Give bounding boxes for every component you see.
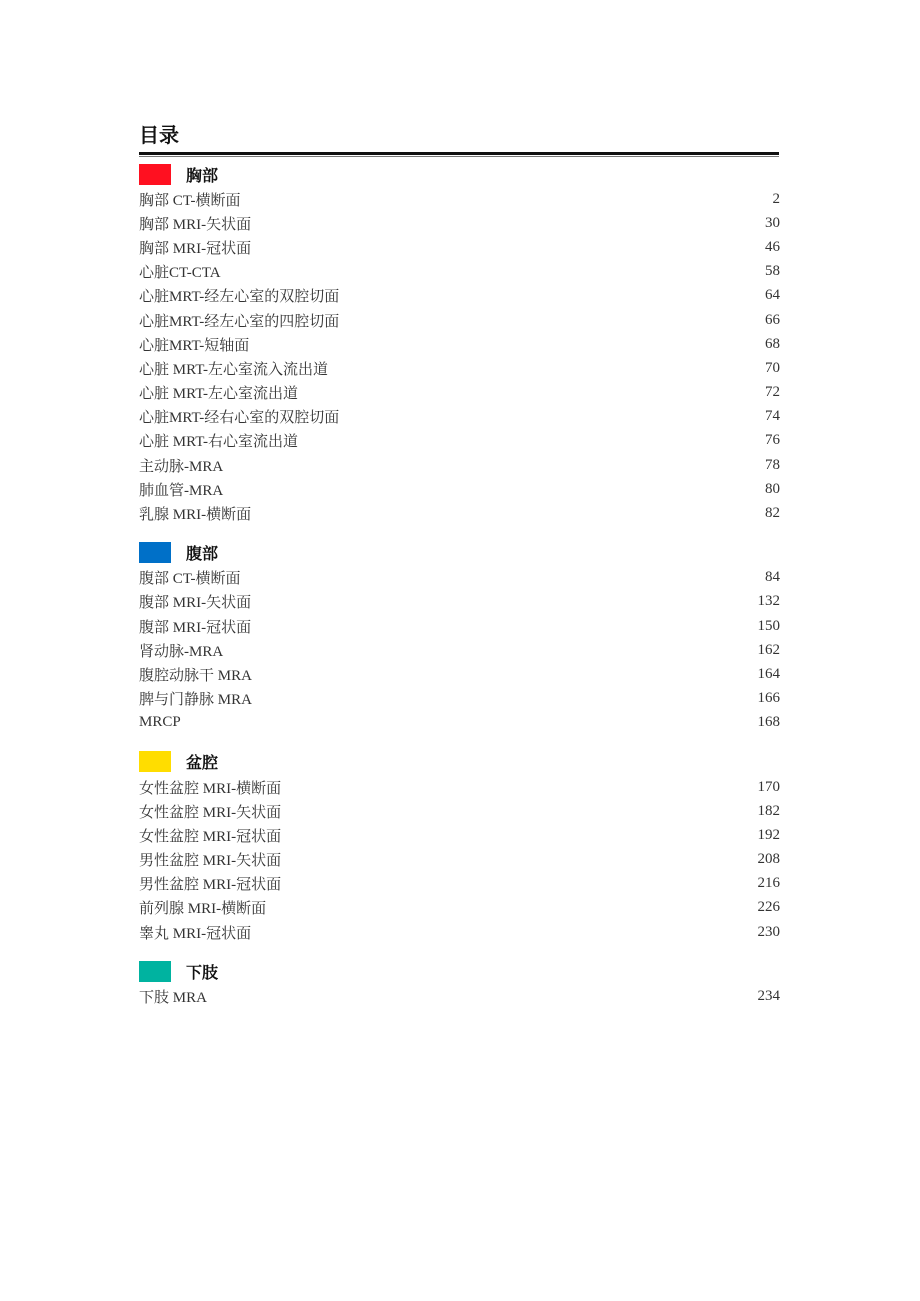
toc-entry[interactable] [139, 638, 780, 662]
toc-entry-title: 男性盆腔 MRI-矢状面 [139, 853, 282, 870]
toc-entry-list [139, 566, 780, 735]
toc-entry-page-number: 168 [757, 714, 780, 731]
section-header [139, 749, 780, 775]
toc-entry-title: 腹腔动脉干 MRA [139, 667, 252, 684]
toc-entry-title: 心脏MRT-短轴面 [139, 337, 250, 354]
toc-entry-page-number: 230 [757, 923, 780, 940]
toc-entry[interactable] [139, 405, 780, 429]
toc-entry-page-number: 226 [757, 899, 780, 916]
section-color-swatch [139, 542, 171, 563]
toc-entry[interactable] [139, 799, 780, 823]
toc-entry-page-number: 162 [757, 641, 780, 658]
toc-entry-page-number: 72 [765, 384, 780, 401]
toc-entry-page-number: 46 [765, 238, 780, 255]
toc-entry-title: 腹部 MRI-冠状面 [139, 619, 252, 636]
toc-entry-page-number: 166 [757, 690, 780, 707]
toc-entry-page-number: 68 [765, 335, 780, 352]
section-heading: 腹部 [186, 544, 219, 564]
toc-entry-page-number: 58 [765, 263, 780, 280]
toc-entry-title: 男性盆腔 MRI-冠状面 [139, 877, 282, 894]
toc-entry[interactable] [139, 590, 780, 614]
toc-entry[interactable] [139, 356, 780, 380]
toc-entry-title: 主动脉-MRA [139, 458, 224, 475]
toc-entry[interactable] [139, 453, 780, 477]
toc-section [139, 958, 780, 1008]
toc-entry[interactable] [139, 308, 780, 332]
toc-entry-title: 心脏 MRT-左心室流出道 [139, 386, 298, 403]
section-heading: 下肢 [186, 962, 219, 982]
title-rule-thick [139, 152, 779, 155]
toc-entry[interactable] [139, 566, 780, 590]
toc-entry-page-number: 208 [757, 851, 780, 868]
toc-entry-page-number: 150 [757, 617, 780, 634]
toc-entry-page-number: 132 [757, 593, 780, 610]
toc-entry-list [139, 187, 780, 526]
toc-entry-title: 乳腺 MRI-横断面 [139, 507, 252, 524]
toc-entry[interactable] [139, 711, 780, 735]
section-heading: 胸部 [186, 165, 219, 185]
toc-entry-title: 腹部 CT-横断面 [139, 571, 241, 588]
toc-entry-page-number: 170 [757, 778, 780, 795]
toc-entry-page-number: 70 [765, 359, 780, 376]
toc-entry[interactable] [139, 187, 780, 211]
toc-entry[interactable] [139, 896, 780, 920]
toc-entry-title: 下肢 MRA [139, 989, 207, 1006]
toc-entry[interactable] [139, 823, 780, 847]
toc-entry-page-number: 64 [765, 287, 780, 304]
toc-entry-title: 胸部 MRI-矢状面 [139, 216, 252, 233]
toc-entry-title: 胸部 MRI-冠状面 [139, 240, 252, 257]
title-rule-thin [139, 156, 779, 157]
toc-entry[interactable] [139, 687, 780, 711]
toc-entry-title: 心脏 MRT-右心室流出道 [139, 434, 298, 451]
toc-entry-title: 前列腺 MRI-横断面 [139, 901, 267, 918]
toc-entry[interactable] [139, 872, 780, 896]
toc-entry[interactable] [139, 284, 780, 308]
toc-entry-page-number: 80 [765, 480, 780, 497]
toc-entry-page-number: 192 [757, 826, 780, 843]
toc-entry[interactable] [139, 614, 780, 638]
section-header [139, 540, 780, 566]
section-header [139, 958, 780, 984]
toc-entry-title: 女性盆腔 MRI-矢状面 [139, 804, 282, 821]
toc-entry-title: 腹部 MRI-矢状面 [139, 595, 252, 612]
toc-entry-title: 女性盆腔 MRI-冠状面 [139, 828, 282, 845]
toc-entry[interactable] [139, 501, 780, 525]
toc-entry-title: 心脏MRT-经右心室的双腔切面 [139, 410, 340, 427]
toc-entry-title: 睾丸 MRI-冠状面 [139, 925, 252, 942]
toc-entry-page-number: 216 [757, 875, 780, 892]
toc-entry[interactable] [139, 477, 780, 501]
toc-entry-page-number: 66 [765, 311, 780, 328]
toc-entry[interactable] [139, 429, 780, 453]
toc-entry-page-number: 82 [765, 505, 780, 522]
toc-entry-page-number: 78 [765, 456, 780, 473]
toc-entry-page-number: 234 [757, 987, 780, 1004]
toc-section [139, 749, 780, 944]
toc-sections [139, 161, 780, 1008]
toc-entry[interactable] [139, 260, 780, 284]
toc-entry[interactable] [139, 211, 780, 235]
toc-entry-list [139, 775, 780, 944]
toc-entry[interactable] [139, 848, 780, 872]
toc-section [139, 540, 780, 735]
toc-entry-title: 胸部 CT-横断面 [139, 192, 241, 209]
section-color-swatch [139, 751, 171, 772]
toc-entry-title: MRCP [139, 714, 181, 731]
toc-entry-page-number: 76 [765, 432, 780, 449]
toc-entry-page-number: 74 [765, 408, 780, 425]
toc-page [139, 122, 780, 1008]
toc-title: 目录 [139, 123, 179, 147]
toc-entry[interactable] [139, 235, 780, 259]
toc-entry-page-number: 164 [757, 665, 780, 682]
toc-entry-title: 女性盆腔 MRI-横断面 [139, 780, 282, 797]
toc-entry[interactable] [139, 775, 780, 799]
section-header [139, 161, 780, 187]
section-heading: 盆腔 [186, 753, 219, 773]
section-color-swatch [139, 961, 171, 982]
toc-entry-list [139, 984, 780, 1008]
toc-entry-page-number: 2 [772, 190, 780, 207]
toc-entry[interactable] [139, 984, 780, 1008]
toc-entry[interactable] [139, 920, 780, 944]
toc-entry[interactable] [139, 381, 780, 405]
toc-section [139, 161, 780, 526]
toc-entry-title: 肾动脉-MRA [139, 643, 224, 660]
toc-entry-title: 心脏MRT-经左心室的双腔切面 [139, 289, 340, 306]
toc-entry-title: 心脏 MRT-左心室流入流出道 [139, 361, 328, 378]
toc-entry-title: 脾与门静脉 MRA [139, 692, 252, 709]
section-color-swatch [139, 164, 171, 185]
toc-entry-title: 心脏CT-CTA [139, 265, 221, 282]
toc-entry-page-number: 84 [765, 569, 780, 586]
toc-entry[interactable] [139, 662, 780, 686]
toc-entry[interactable] [139, 332, 780, 356]
toc-entry-page-number: 30 [765, 214, 780, 231]
toc-entry-title: 肺血管-MRA [139, 482, 224, 499]
toc-entry-title: 心脏MRT-经左心室的四腔切面 [139, 313, 340, 330]
toc-entry-page-number: 182 [757, 802, 780, 819]
